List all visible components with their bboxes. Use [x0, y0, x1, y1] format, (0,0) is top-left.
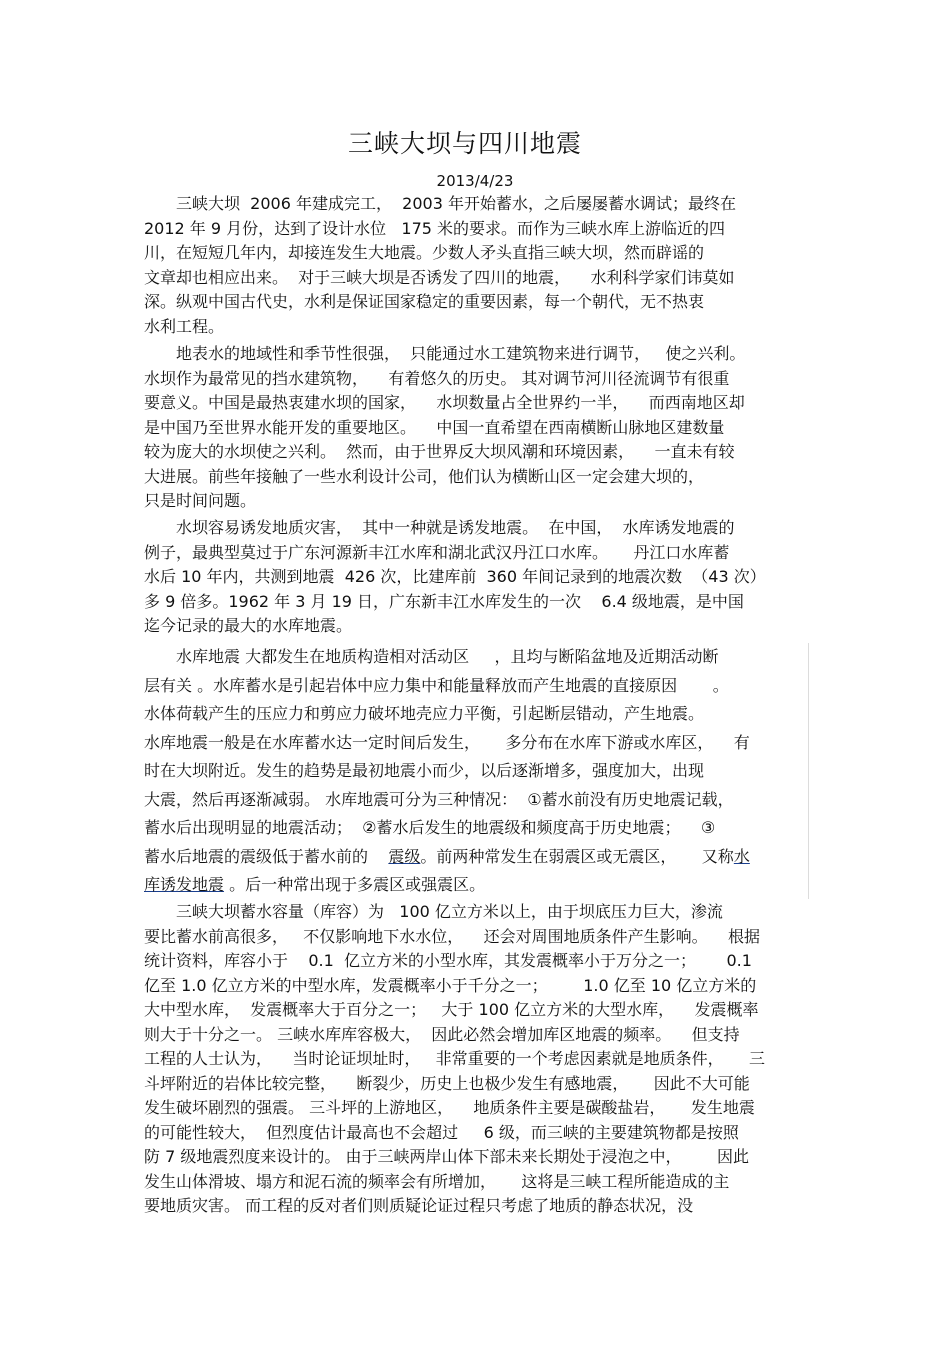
document-date: 2013/4/23	[436, 172, 514, 190]
text-line: 2012 年 9 月份，达到了设计水位 175 米的要求。而作为三峡水库上游临近的四	[144, 218, 726, 238]
text-line: 蓄水后出现明显的地震活动； ②蓄水后发生的地震级和频度高于历史地震； ③	[144, 818, 716, 837]
text-line: 水利工程。	[144, 316, 225, 336]
text-line: 水坝作为最常见的挡水建筑物， 有着悠久的历史。 其对调节河川径流调节有很重	[144, 368, 730, 388]
paragraph-1	[144, 192, 736, 339]
text-line: 斗坪附近的岩体比较完整， 断裂少，历史上也极少发生有感地震， 因此不大可能	[144, 1073, 750, 1093]
link-magnitude[interactable]: 震级	[388, 846, 421, 866]
text-line: 时在大坝附近。发生的趋势是最初地震小而少，以后逐渐增多，强度加大，出现	[144, 761, 705, 780]
text-line: 发生破坏剧烈的强震。 三斗坪的上游地区， 地质条件主要是碳酸盐岩， 发生地震	[144, 1098, 755, 1117]
text-line	[144, 843, 808, 872]
text-line: 大进展。前些年接触了一些水利设计公司，他们认为横断山区一定会建大坝的，	[144, 466, 705, 486]
text-line: 则大于十分之一。 三峡水库库容极大， 因此必然会增加库区地震的频率。 但支持	[144, 1024, 740, 1044]
text-line: 例子，最典型莫过于广东河源新丰江水库和湖北武汉丹江口水库。 丹江口水库蓄	[144, 542, 730, 562]
text-line: 是中国乃至世界水能开发的重要地区。 中国一直希望在西南横断山脉地区建数量	[144, 417, 725, 437]
link-reservoir-induced-earthquake[interactable]: 库诱发地震	[144, 875, 225, 894]
text-line: 层有关 。水库蓄水是引起岩体中应力集中和能量释放而产生地震的直接原因 。	[144, 675, 729, 695]
text-line: 大震，然后再逐渐减弱。 水库地震可分为三种情况： ①蓄水前没有历史地震记载，	[144, 789, 734, 809]
text-line: 川，在短短几年内，却接连发生大地震。少数人矛头直指三峡大坝，然而辟谣的	[144, 243, 705, 262]
text-segment: 蓄水后地震的震级低于蓄水前的	[144, 846, 389, 866]
text-line: 统计资料，库容小于 0.1 亿立方米的小型水库，其发震概率小于万分之一； 0.1	[144, 951, 752, 970]
text-line: 亿至 1.0 亿立方米的中型水库，发震概率小于千分之一； 1.0 亿至 10 亿立方米的	[144, 975, 757, 995]
text-line: 水库地震一般是在水库蓄水达一定时间后发生， 多分布在水库下游或水库区， 有	[144, 732, 750, 752]
text-line: 防 7 级地震烈度来设计的。 由于三峡两岸山体下部未来长期处于浸泡之中， 因此	[144, 1147, 750, 1166]
text-line: 较为庞大的水坝使之兴利。 然而，由于世界反大坝风潮和环境因素， 一直未有较	[144, 442, 735, 461]
paragraph-4	[144, 900, 765, 1219]
text-line: 的可能性较大， 但烈度估计最高也不会超过 6 级，而三峡的主要建筑物都是按照	[144, 1122, 739, 1142]
paragraph-3	[144, 516, 766, 639]
text-segment: 。前两种常发生在弱震区或无震区， 又称	[420, 846, 734, 866]
text-line: 水体荷载产生的压应力和剪应力破坏地壳应力平衡，引起断层错动，产生地震。	[144, 704, 705, 723]
text-line: 三峡大坝蓄水容量（库容）为 100 亿立方米以上，由于坝底压力巨大，渗流	[144, 902, 723, 921]
text-line: 迄今记录的最大的水库地震。	[144, 616, 353, 635]
text-line	[144, 871, 808, 900]
text-line: 大中型水库， 发震概率大于百分之一； 大于 100 亿立方米的大型水库， 发震概率	[144, 1000, 759, 1019]
text-line: 发生山体滑坡、塌方和泥石流的频率会有所增加， 这将是三峡工程所能造成的主	[144, 1171, 730, 1191]
text-line: 多 9 倍多。1962 年 3 月 19 日，广东新丰江水库发生的一次 6.4 级地震，是中国	[144, 591, 744, 611]
text-line: 水后 10 年内，共测到地震 426 次，比建库前 360 年间记录到的地震次数 （43 次）	[144, 567, 766, 586]
document-title: 三峡大坝与四川地震	[347, 129, 582, 158]
text-line: 工程的人士认为， 当时论证坝址时， 非常重要的一个考虑因素就是地质条件， 三	[144, 1049, 766, 1068]
text-line: 水库地震 大都发生在地质构造相对活动区 ，且均与断陷盆地及近期活动断	[144, 647, 719, 666]
text-line: 深。纵观中国古代史，水利是保证国家稳定的重要因素，每一个朝代，无不热衷	[144, 292, 705, 311]
text-segment: 。后一种常出现于多震区或强震区。	[224, 875, 486, 894]
text-line: 只是时间问题。	[144, 491, 257, 510]
text-line: 水坝容易诱发地质灾害， 其中一种就是诱发地震。 在中国， 水库诱发地震的	[144, 518, 735, 537]
text-line: 要意义。中国是最热衷建水坝的国家， 水坝数量占全世界约一半， 而西南地区却	[144, 393, 745, 412]
text-line: 三峡大坝 2006 年建成完工， 2003 年开始蓄水，之后屡屡蓄水调试；最终在	[144, 194, 736, 213]
text-line: 要比蓄水前高很多， 不仅影响地下水水位， 还会对周围地质条件产生影响。 根据	[144, 926, 760, 946]
link-reservoir-induced-earthquake-start[interactable]: 水	[733, 846, 750, 866]
paragraph-2	[144, 342, 745, 514]
text-line: 文章却也相应出来。 对于三峡大坝是否诱发了四川的地震， 水利科学家们讳莫如	[144, 267, 735, 287]
text-line: 要地质灾害。 而工程的反对者们则质疑论证过程只考虑了地质的静态状况，没	[144, 1196, 694, 1215]
text-line: 地表水的地域性和季节性很强， 只能通过水工建筑物来进行调节， 使之兴利。	[144, 344, 746, 363]
quoted-block	[144, 643, 809, 899]
